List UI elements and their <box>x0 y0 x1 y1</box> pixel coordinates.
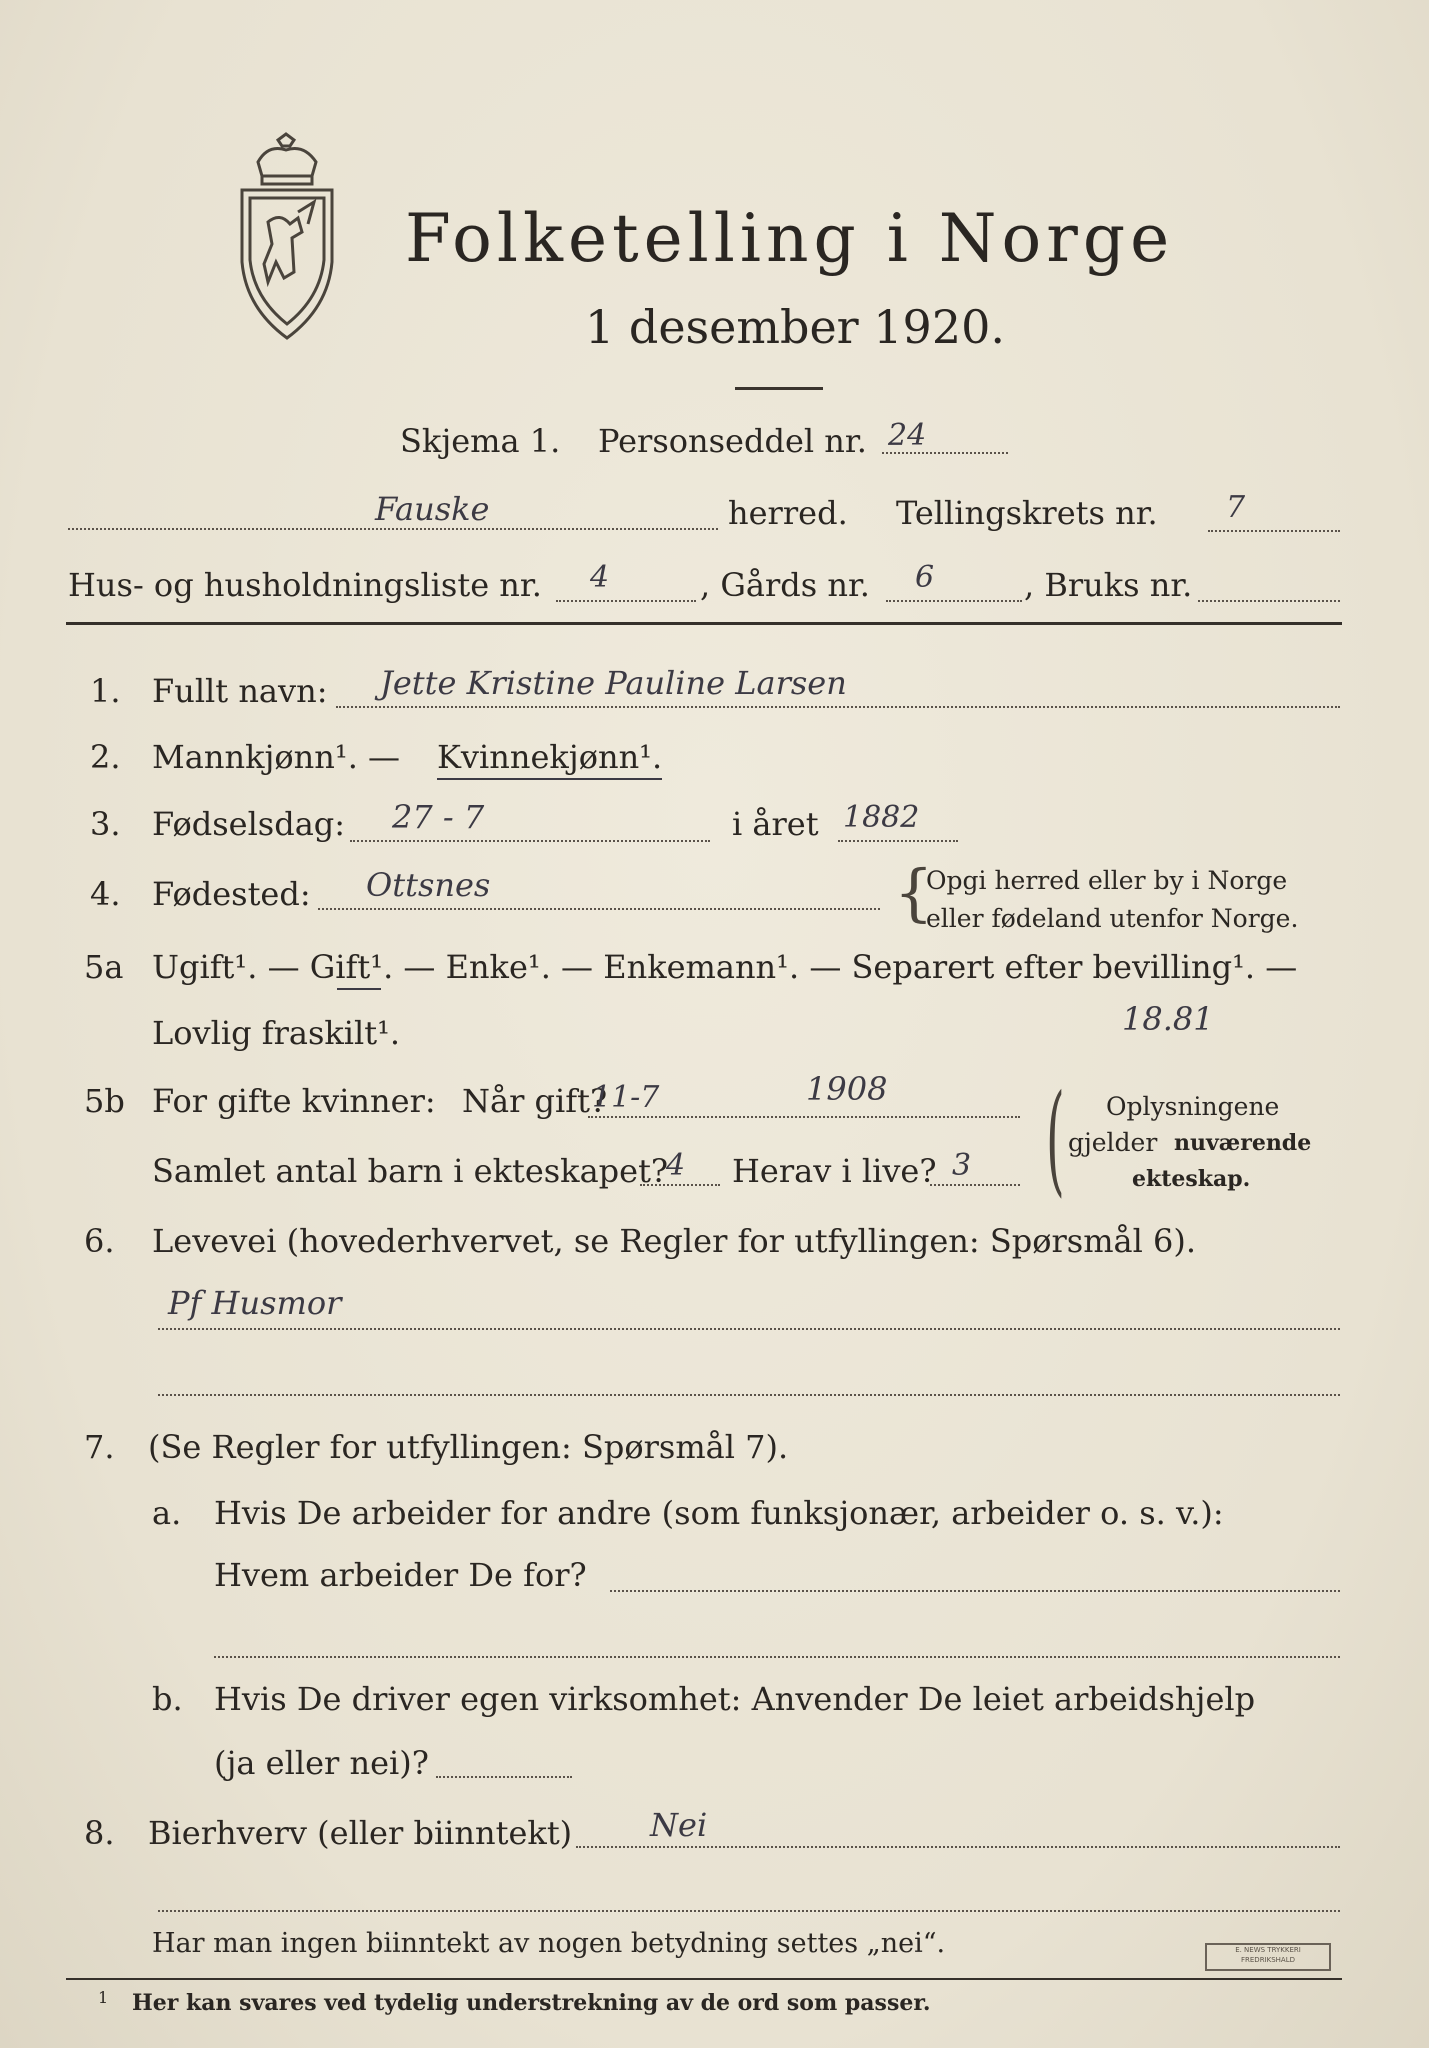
hus-value[interactable]: 4 <box>590 560 610 595</box>
q8-line <box>576 1846 1340 1848</box>
q8-label: Bierhverv (eller biinntekt) <box>148 1814 573 1852</box>
q5b-note-1: Oplysningene <box>1106 1092 1280 1121</box>
q1-label: Fullt navn: <box>152 672 328 710</box>
q5b-label-alive: Herav i live? <box>732 1152 937 1190</box>
q6-line-2 <box>158 1394 1340 1396</box>
title-divider <box>735 387 823 390</box>
q7a-line-2: Hvem arbeider De for? <box>214 1556 587 1594</box>
bruks-line <box>1198 600 1340 602</box>
q5b-label-married-women: For gifte kvinner: <box>152 1082 436 1120</box>
q4-brace: { <box>894 856 934 929</box>
q3-line <box>350 840 710 842</box>
personseddel-value[interactable]: 24 <box>888 418 927 453</box>
form-title: Folketelling i Norge <box>405 200 1175 277</box>
children-count-value[interactable]: 4 <box>666 1148 686 1183</box>
hus-label: Hus- og husholdningsliste nr. <box>68 566 542 604</box>
birthday-value[interactable]: 27 - 7 <box>392 798 485 836</box>
female-option-underlined[interactable]: Kvinnekjønn¹. <box>437 738 662 780</box>
employer-line-2[interactable] <box>214 1656 1340 1658</box>
footer-note: Har man ingen biinntekt av nogen betydning settes „nei“. <box>152 1928 946 1959</box>
gift-underline <box>337 988 381 990</box>
q5b-brace: ( <box>1046 1070 1065 1209</box>
q5b-label-children: Samlet antal barn i ekteskapet? <box>152 1152 669 1190</box>
tellingskrets-value[interactable]: 7 <box>1226 490 1246 525</box>
marriage-date-value[interactable]: 11-7 <box>592 1080 660 1115</box>
q4-note-2: eller fødeland utenfor Norge. <box>926 904 1299 933</box>
q6-number: 6. <box>84 1222 115 1260</box>
side-income-value[interactable]: Nei <box>650 1806 708 1844</box>
children-line <box>640 1184 720 1186</box>
tellingskrets-label: Tellingskrets nr. <box>896 494 1158 532</box>
q7-label: (Se Regler for utfyllingen: Spørsmål 7). <box>148 1428 789 1466</box>
herred-label: herred. <box>728 494 848 532</box>
alive-line <box>930 1184 1020 1186</box>
marriage-year-value[interactable]: 1908 <box>806 1070 888 1108</box>
q5b-note-3: ekteskap. <box>1132 1166 1251 1192</box>
header-divider <box>66 622 1342 625</box>
alive-count-value[interactable]: 3 <box>952 1148 972 1183</box>
marital-status-divorced[interactable]: Lovlig fraskilt¹. <box>152 1014 401 1052</box>
q6-line-1 <box>158 1328 1340 1330</box>
occupation-value[interactable]: Pf Husmor <box>168 1284 342 1322</box>
q7a-letter: a. <box>152 1494 182 1532</box>
gards-label: , Gårds nr. <box>700 566 870 604</box>
marriage-date-line <box>588 1116 1020 1118</box>
male-option[interactable]: Mannkjønn¹. — <box>152 738 401 776</box>
full-name-value[interactable]: Jette Kristine Pauline Larsen <box>380 664 847 702</box>
birth-year-value[interactable]: 1882 <box>843 800 920 835</box>
gards-line <box>886 600 1022 602</box>
q7-number: 7. <box>84 1428 115 1466</box>
q7b-letter: b. <box>152 1680 183 1718</box>
footnote-text: Her kan svares ved tydelig understrekning av de ord som passer. <box>132 1990 931 2016</box>
birthplace-value[interactable]: Ottsnes <box>366 866 491 904</box>
footnote-mark: 1 <box>98 1988 109 2007</box>
hus-line <box>556 600 696 602</box>
printer-stamp: E. NEWS TRYKKERI FREDRIKSHALD <box>1205 1943 1331 1971</box>
q4-line <box>318 908 880 910</box>
year-label: i året <box>732 805 819 843</box>
q7b-line-2: (ja eller nei)? <box>214 1744 429 1782</box>
q2-number: 2. <box>90 738 121 776</box>
gards-value[interactable]: 6 <box>915 560 935 595</box>
q7b-line-1: Hvis De driver egen virksomhet: Anvender De leiet arbeidshjelp <box>214 1680 1256 1718</box>
q4-label: Fødested: <box>152 875 311 913</box>
q6-label: Levevei (hovederhvervet, se Regler for utfyllingen: Spørsmål 6). <box>152 1222 1197 1260</box>
hired-help-line[interactable] <box>436 1776 572 1778</box>
q7a-line-1: Hvis De arbeider for andre (som funksjonær, arbeider o. s. v.): <box>214 1494 1224 1532</box>
employer-line[interactable] <box>610 1590 1340 1592</box>
q8-line-2 <box>158 1910 1340 1912</box>
q8-number: 8. <box>84 1814 115 1852</box>
q1-line <box>336 706 1340 708</box>
q5b-number: 5b <box>84 1082 125 1120</box>
q5b-note-2a: gjelder <box>1068 1128 1158 1157</box>
q3-label: Fødselsdag: <box>152 805 346 843</box>
skjema-label: Skjema 1. <box>400 422 561 460</box>
marital-status-options[interactable]: Ugift¹. — Gift¹. — Enke¹. — Enkemann¹. — Separert efter bevilling¹. — <box>152 948 1298 986</box>
year-line <box>838 840 958 842</box>
q4-note-1: Opgi herred eller by i Norge <box>926 866 1288 895</box>
footer-divider <box>66 1978 1342 1980</box>
form-date: 1 desember 1920. <box>585 300 1005 354</box>
norway-coat-of-arms-icon <box>228 132 346 348</box>
q5b-note-2b: nuværende <box>1174 1130 1312 1156</box>
herred-line <box>68 528 718 530</box>
personseddel-label: Personseddel nr. <box>598 422 867 460</box>
q1-number: 1. <box>90 672 121 710</box>
q4-number: 4. <box>90 875 121 913</box>
q5b-label-when-married: Når gift? <box>462 1082 608 1120</box>
q5a-number: 5a <box>84 948 124 986</box>
q5a-annotation: 18.81 <box>1122 1000 1214 1038</box>
tellingskrets-line <box>1208 530 1340 532</box>
herred-value[interactable]: Fauske <box>375 490 490 528</box>
bruks-label: , Bruks nr. <box>1024 566 1193 604</box>
q3-number: 3. <box>90 805 121 843</box>
